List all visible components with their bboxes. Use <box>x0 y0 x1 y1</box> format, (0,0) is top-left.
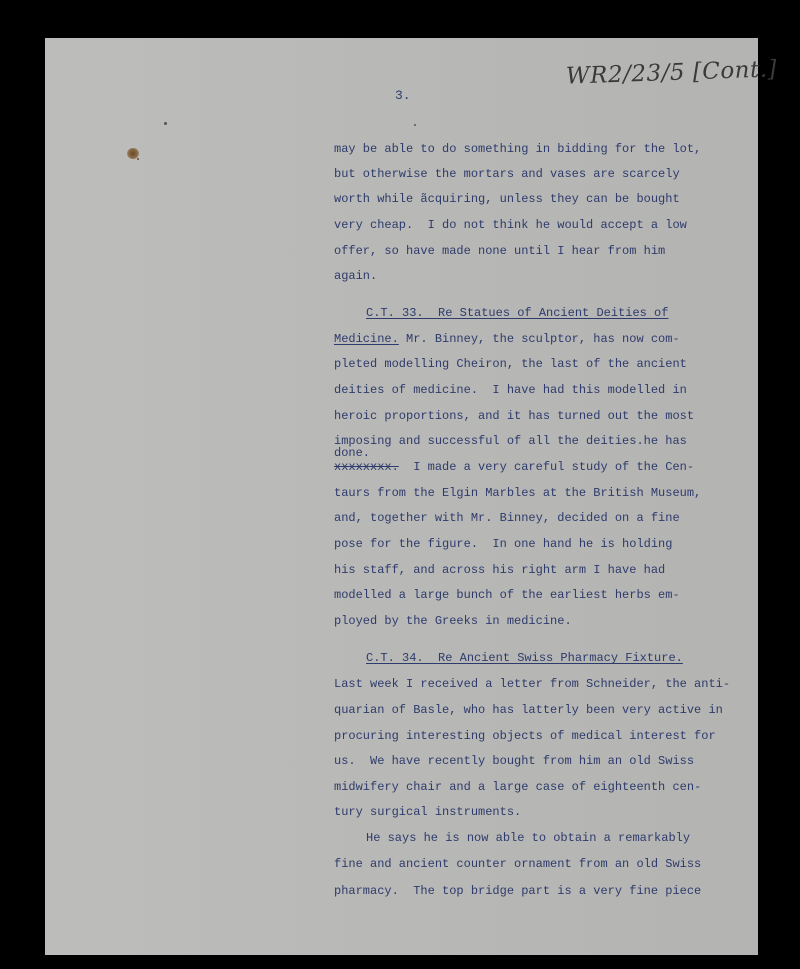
text-line: worth while ãcquiring, unless they can be bought <box>334 192 680 206</box>
text-line: done. <box>334 446 371 460</box>
text-line: very cheap. I do not think he would accept a low <box>334 218 687 232</box>
text-line: tury surgical instruments. <box>334 805 522 819</box>
text-line: and, together with Mr. Binney, decided on a fine <box>334 511 680 525</box>
section-heading-ct33: C.T. 33. Re Statues of Ancient Deities of <box>366 306 669 320</box>
text-line: his staff, and across his right arm I have had <box>334 563 666 577</box>
text-line: pleted modelling Cheiron, the last of the ancient <box>334 357 687 371</box>
section-heading-ct34: C.T. 34. Re Ancient Swiss Pharmacy Fixture. <box>366 651 683 665</box>
paper-speck <box>164 122 167 125</box>
text-line: He says he is now able to obtain a remarkably <box>366 831 691 845</box>
text-line: ployed by the Greeks in medicine. <box>334 614 572 628</box>
text-line: but otherwise the mortars and vases are scarcely <box>334 167 680 181</box>
text-line: taurs from the Elgin Marbles at the British Museum, <box>334 486 702 500</box>
typed-over-word: xxxxxxxx. <box>334 460 399 474</box>
page-number: 3. <box>395 88 411 103</box>
text-fragment: I made a very careful study of the Cen- <box>398 460 695 474</box>
text-line <box>334 332 680 346</box>
text-line: imposing and successful of all the deities.he has <box>334 434 687 448</box>
text-line: modelled a large bunch of the earliest herbs em- <box>334 588 680 602</box>
text-line: may be able to do something in bidding for the lot, <box>334 142 702 156</box>
text-line: procuring interesting objects of medical interest for <box>334 729 716 743</box>
text-line: pharmacy. The top bridge part is a very fine piece <box>334 884 702 898</box>
text-line: us. We have recently bought from him an old Swiss <box>334 754 695 768</box>
text-line <box>334 460 694 474</box>
text-line: Last week I received a letter from Schneider, the anti- <box>334 677 731 691</box>
text-line: pose for the figure. In one hand he is holding <box>334 537 673 551</box>
text-line: offer, so have made none until I hear from him <box>334 244 666 258</box>
text-fragment: Mr. Binney, the sculptor, has now com- <box>398 332 680 346</box>
text-line: fine and ancient counter ornament from an old Swiss <box>334 857 702 871</box>
text-line: midwifery chair and a large case of eighteenth cen- <box>334 780 702 794</box>
paper-speck <box>137 158 139 160</box>
text-line: quarian of Basle, who has latterly been very active in <box>334 703 723 717</box>
text-line: heroic proportions, and it has turned out the most <box>334 409 695 423</box>
text-line: deities of medicine. I have had this modelled in <box>334 383 687 397</box>
text-line: again. <box>334 269 378 283</box>
heading-continuation: Medicine. <box>334 332 399 346</box>
archive-reference: WR2/23/5 [Cont.] <box>565 56 778 90</box>
paper-speck <box>414 124 416 126</box>
